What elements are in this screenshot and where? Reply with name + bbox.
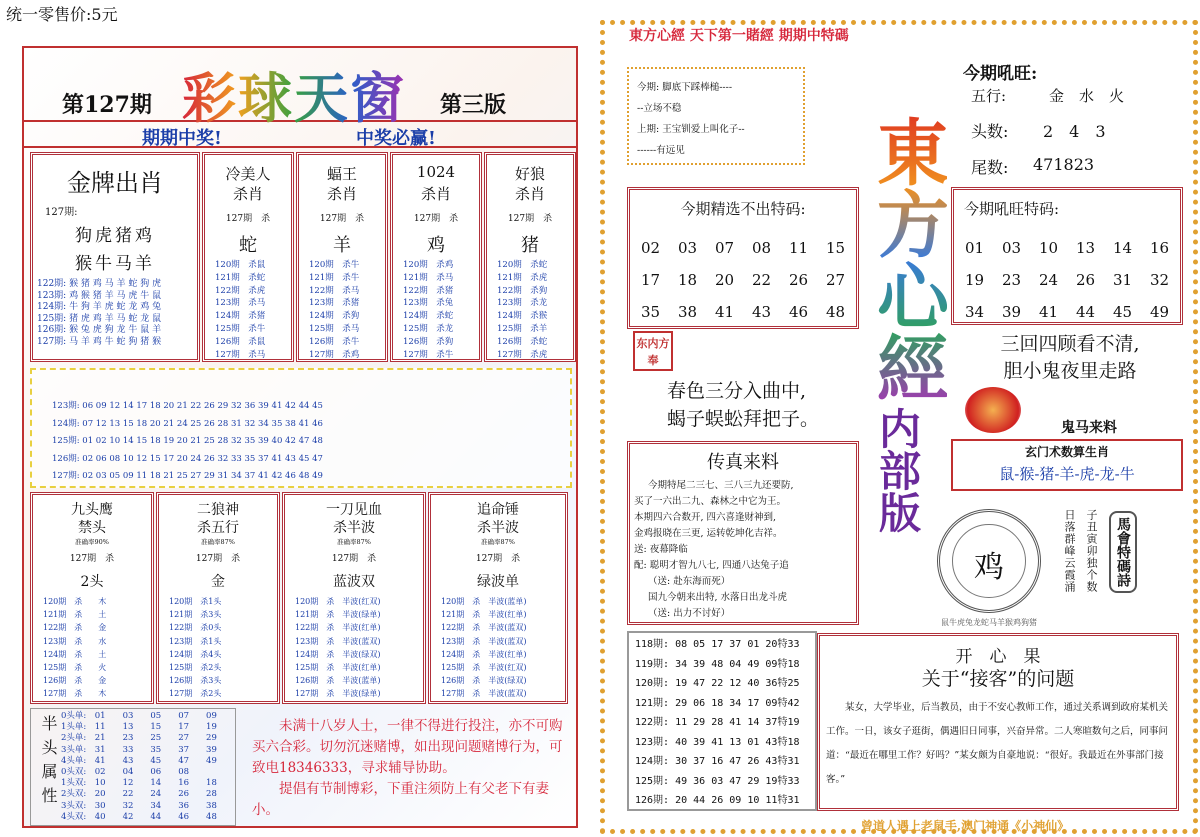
- mid-history-row: 122期 杀 半波(蓝双): [441, 623, 527, 633]
- kill-history-row: 124期 杀猴: [497, 311, 548, 322]
- number-cell: 31: [1112, 271, 1133, 289]
- side-col-1: 日落群峰云霞涌: [1063, 509, 1076, 593]
- joke-subtitle: 关于“接客”的问题: [921, 668, 1075, 690]
- mid-history-row: 126期 杀 半波(绿双): [441, 676, 527, 686]
- half-head-row: 0头单: 01 03 05 07 09: [61, 711, 217, 721]
- kill-history-row: 121期 杀蛇: [215, 272, 266, 283]
- kill-subtitle: 杀肖: [232, 185, 263, 203]
- kill-box: [296, 152, 388, 362]
- mid-issue: 127期 杀: [475, 554, 521, 564]
- kill-title: 1024: [416, 163, 456, 181]
- fax-line: （送: 赴东海而死）: [648, 576, 731, 587]
- kill-history-row: 123期 杀兔: [403, 298, 454, 309]
- kill-issue: 127期 杀: [413, 214, 459, 224]
- hint-box: [627, 67, 805, 165]
- mid-issue: 127期 杀: [195, 554, 241, 564]
- number-cell: 20: [714, 271, 735, 289]
- mid-history-row: 124期 杀 半波(红单): [441, 649, 527, 659]
- gold-issue: 127期:: [45, 207, 78, 218]
- kill-history-row: 125期 杀马: [309, 323, 360, 334]
- kill-history-row: 126期 杀鼠: [215, 336, 266, 347]
- number-cell: 14: [1112, 239, 1133, 257]
- mid-history: [169, 595, 221, 701]
- not-out-box: [627, 187, 859, 329]
- kill-issue: 127期 杀: [319, 214, 365, 224]
- edition-label: 第三版: [440, 92, 507, 118]
- joke-box: [817, 633, 1179, 811]
- number-cell: 03: [677, 239, 698, 257]
- kill-history-row: 127期 杀牛: [403, 349, 454, 360]
- kill-history-row: 125期 杀龙: [403, 323, 454, 334]
- mid-history-row: 124期 杀 半波(绿双): [295, 649, 381, 659]
- mid-subtitle: 禁头: [78, 520, 106, 536]
- half-head-box: [30, 708, 236, 826]
- kill-history-row: 120期 杀鸡: [403, 260, 454, 270]
- number-cell: 18: [677, 271, 698, 289]
- half-head-row: 4头单: 41 43 45 47 49: [61, 755, 217, 766]
- kill-history: [403, 259, 453, 361]
- number-cell: 39: [1001, 303, 1022, 321]
- mid-history-row: 121期 杀 半波(绿单): [295, 610, 381, 620]
- fax-line: 国九今朝来出特, 水落日出龙斗虎: [648, 592, 788, 603]
- slogan-1: 期期中奖!: [142, 128, 222, 149]
- kill-history-row: 126期 杀蛇: [497, 336, 548, 347]
- number-cell: 41: [1038, 303, 1059, 321]
- kill-history-row: 123期 杀龙: [497, 298, 548, 309]
- kill-subtitle: 杀肖: [326, 185, 357, 203]
- kill-box: [390, 152, 482, 362]
- gold-history-row: 122期: 猴 猪 鸡 马 羊 蛇 狗 虎: [37, 279, 162, 289]
- fax-lines: [634, 478, 858, 622]
- kill-answer: 蛇: [239, 235, 257, 256]
- gold-line-1: 狗虎猪鸡: [75, 226, 155, 246]
- slogan-band: [24, 122, 576, 148]
- half-head-row: 1头双: 10 12 14 16 18: [61, 778, 217, 789]
- hot-special-box: [951, 187, 1183, 325]
- mid-history-row: 124期 杀4头: [169, 649, 222, 659]
- kill-answer: 猪: [521, 235, 539, 256]
- kill-history-row: 121期 杀牛: [309, 272, 360, 283]
- kill-history-row: 124期 杀猪: [215, 311, 266, 322]
- number-cell: 22: [751, 271, 772, 289]
- tou-label: 头数:: [971, 122, 1009, 141]
- half-head-row: 4头双: 40 42 44 46 48: [61, 811, 217, 822]
- hint-line: 上期: 王宝钏爱上叫化子--: [637, 124, 745, 135]
- notice-text: [252, 716, 570, 821]
- number-cell: 43: [751, 303, 772, 321]
- mid-history: [441, 595, 527, 701]
- kill-history-row: 120期 杀蛇: [497, 260, 548, 270]
- kill-history-row: 123期 杀马: [215, 298, 266, 309]
- slogan-2: 中奖必赢!: [356, 128, 436, 149]
- history-box: [627, 631, 817, 811]
- mid-box: [282, 492, 426, 704]
- big-logo: [865, 115, 949, 575]
- number-cell: 07: [714, 239, 735, 257]
- number-cell: 17: [640, 271, 661, 289]
- mid-answer: 金: [211, 574, 225, 590]
- kill-title: 蝠王: [326, 165, 357, 183]
- gold-history-row: 123期: 鸡 猴 猪 羊 马 虎 牛 鼠: [37, 290, 162, 301]
- kill-history-row: 122期 杀马: [309, 285, 360, 296]
- mid-history-row: 123期 杀 水: [43, 636, 107, 646]
- poem-2: [667, 377, 819, 433]
- number-cell: 19: [964, 271, 985, 289]
- big-logo-sub: 内部版: [873, 407, 922, 533]
- number-row: 127期: 02 03 05 09 11 18 21 25 27 29 31 34 37 41 42 46 48 49: [52, 471, 323, 481]
- mid-history-row: 126期 杀3头: [169, 676, 222, 686]
- kill-issue: 127期 杀: [507, 214, 553, 224]
- mid-history-row: 125期 杀 火: [43, 663, 107, 673]
- history-row: 124期: 30 37 16 47 26 43特31: [635, 756, 800, 767]
- not-out-title: 今期精选不出特码:: [680, 200, 806, 218]
- kill-history-row: 121期 杀虎: [497, 272, 548, 283]
- wuxing-value: 金 水 火: [1049, 87, 1125, 105]
- mid-subtitle: 杀半波: [477, 520, 519, 536]
- fax-line: 送: 夜幕降临: [634, 544, 688, 555]
- side-col-2: 子丑寅卯独个数: [1085, 509, 1098, 593]
- mid-history-row: 123期 杀 半波(蓝双): [441, 636, 527, 646]
- number-cell: 11: [788, 239, 809, 257]
- mid-history-row: 122期 杀 半波(红单): [295, 623, 381, 633]
- fax-line: 本期四六合数开, 四六喜逢财神到,: [634, 512, 777, 523]
- xuanmen-box: [951, 439, 1183, 491]
- hint-line: ------有远见: [637, 145, 685, 156]
- mid-answer: 蓝波双: [333, 574, 375, 590]
- wuxing-label: 五行:: [971, 87, 1007, 105]
- bottom-banner: 曾道人遇上老鼠手,澳门神通《小神仙》: [860, 819, 1070, 833]
- notice-main: 未满十八岁人士，一律不得进行投注，亦不可购买六合彩。切勿沉迷赌博，如出现问题赌博行为，可致电18346333，寻求辅导协助。: [252, 718, 563, 776]
- number-cell: 41: [714, 303, 735, 321]
- hot-special-title: 今期吼旺特码:: [964, 200, 1060, 218]
- kill-subtitle: 杀肖: [514, 185, 545, 203]
- mid-answer: 绿波单: [477, 574, 519, 590]
- gold-history-row: 125期: 猪 虎 鸡 羊 马 蛇 龙 鼠: [37, 313, 162, 324]
- kill-history-row: 122期 杀虎: [215, 285, 266, 296]
- kill-history: [309, 259, 359, 361]
- mid-history-row: 120期 杀1头: [169, 597, 222, 606]
- zodiac-wheel: [937, 509, 1041, 613]
- kill-history-row: 123期 杀猪: [309, 298, 360, 309]
- big-logo-text: 東方心經: [865, 115, 949, 403]
- history-row: 125期: 49 36 03 47 29 19特33: [635, 775, 800, 787]
- gold-history: [37, 279, 199, 348]
- half-head-row: 0头双: 02 04 06 08: [61, 767, 190, 778]
- tou-value: 2 4 3: [1043, 122, 1106, 141]
- kill-box: [202, 152, 294, 362]
- stamp: 东内方奉: [633, 331, 673, 371]
- wheel-ring-text: 鼠牛虎兔龙蛇马羊猴鸡狗猪: [941, 618, 1037, 627]
- kill-history-row: 124期 杀狗: [309, 311, 360, 322]
- number-cell: 26: [788, 271, 809, 289]
- half-head-row: 1头单: 11 13 15 17 19: [61, 722, 217, 733]
- poem-1-line: 三回四顾看不清,: [1000, 333, 1140, 355]
- number-cell: 13: [1075, 239, 1096, 257]
- tiger-icon: [965, 387, 1021, 433]
- history-row: 126期: 20 44 26 09 10 11特31: [635, 795, 800, 806]
- history-row: 120期: 19 47 22 12 40 36特25: [635, 678, 800, 689]
- fax-line: 配: 聪明才智九八七, 四通八达兔子追: [634, 560, 789, 571]
- kill-history-row: 121期 杀马: [403, 272, 454, 283]
- mid-history-row: 125期 杀2头: [169, 663, 222, 673]
- kill-history: [215, 259, 265, 361]
- mid-history-row: 121期 杀3头: [169, 610, 222, 620]
- mid-history: [295, 595, 381, 701]
- history-row: 122期: 11 29 28 41 14 37特19: [635, 717, 800, 728]
- kill-history-row: 127期 杀马: [215, 349, 266, 360]
- mid-rate: 准确率87%: [201, 538, 235, 546]
- fax-box: [627, 441, 859, 625]
- half-head-label: [35, 715, 57, 819]
- mid-history-row: 120期 杀 半波(红双): [295, 597, 381, 606]
- kill-box: [484, 152, 576, 362]
- left-page: [22, 46, 578, 828]
- kill-title: 冷美人: [225, 165, 271, 183]
- poem-2-line: 蝎子蜈蚣拜把子。: [667, 408, 820, 430]
- mid-history-row: 127期 杀2头: [169, 689, 222, 699]
- kill-history-row: 127期 杀鸡: [309, 349, 360, 360]
- number-cell: 49: [1149, 303, 1170, 321]
- joke-title: 开 心 果: [955, 647, 1041, 667]
- history-row: 123期: 40 39 41 13 01 43特18: [635, 736, 800, 748]
- gold-zodiac-box: [30, 152, 200, 362]
- mid-box: [30, 492, 154, 704]
- mid-title: 九头鹰: [71, 502, 113, 518]
- number-cell: 48: [825, 303, 846, 321]
- fax-line: 金鸡报晓在三更, 运转乾坤化吉祥。: [634, 528, 783, 539]
- fax-line: 今期特尾二三七、三八三九还要防,: [648, 480, 794, 491]
- kill-issue: 127期 杀: [225, 214, 271, 224]
- kill-history-row: 120期 杀牛: [309, 260, 360, 270]
- mid-history-row: 126期 杀 半波(蓝单): [295, 676, 381, 686]
- mid-history-row: 127期 杀 木: [43, 689, 107, 699]
- number-cell: 23: [1001, 271, 1022, 289]
- kill-history-row: 126期 杀牛: [309, 336, 360, 347]
- mid-history-row: 127期 杀 半波(绿单): [295, 689, 381, 699]
- half-head-rows: [61, 711, 217, 823]
- history-row: 121期: 29 06 18 34 17 09特42: [635, 697, 800, 709]
- mid-box: [428, 492, 568, 704]
- gold-title: 金牌出肖: [67, 169, 163, 197]
- number-band: [30, 368, 572, 488]
- xuanmen-value: 鼠-猴-猪-羊-虎-龙-牛: [999, 465, 1135, 483]
- right-page: [600, 20, 1198, 834]
- kill-history-row: 126期 杀狗: [403, 336, 454, 347]
- kill-history-row: 122期 杀猪: [403, 285, 454, 296]
- hint-lines: [637, 77, 745, 161]
- number-cell: 16: [1149, 239, 1170, 257]
- mid-history-row: 123期 杀 半波(蓝双): [295, 636, 381, 646]
- number-cell: 03: [1001, 239, 1022, 257]
- mid-history: [43, 595, 106, 701]
- mid-history-row: 126期 杀 金: [43, 676, 107, 686]
- hot-special-numbers: [956, 232, 1182, 328]
- wei-value: 471823: [1033, 155, 1095, 174]
- mid-issue: 127期 杀: [331, 554, 377, 564]
- joke-body: 某女，大学毕业，后当教员，由于不安心教师工作，通过关系调到政府某机关工作。一日，该女子逛街，偶遇旧日同事，兴奋异常。二人寒暄数句之后，同事问道：“最近在哪里工作？好吗？”某女颇为自豪地说：“很好。我最近在外事部门接客。”: [826, 702, 1169, 785]
- number-row: 124期: 07 12 13 15 18 20 21 24 25 26 28 31 32 34 35 38 41 46: [52, 418, 323, 429]
- number-cell: 15: [825, 239, 846, 257]
- horse-label: 馬會特碼詩: [1109, 511, 1137, 593]
- kill-answer: 羊: [333, 235, 351, 256]
- fax-title: 传真来料: [707, 452, 779, 473]
- half-head-row: 2头双: 20 22 24 26 28: [61, 789, 217, 800]
- fax-line: （送: 出力不讨好）: [648, 608, 731, 619]
- kill-title: 好狼: [514, 165, 545, 183]
- fax-line: 买了一六出二九、森林之中它为王。: [634, 496, 787, 507]
- mid-history-row: 120期 杀 木: [43, 597, 107, 606]
- mid-history-row: 121期 杀 半波(红单): [441, 610, 527, 620]
- kill-history-row: 125期 杀牛: [215, 323, 266, 334]
- hint-line: 今期: 脚底下踩棒槌----: [637, 82, 733, 93]
- number-cell: 26: [1075, 271, 1096, 289]
- issue-label: 第127期: [62, 92, 152, 118]
- number-cell: 32: [1149, 271, 1170, 289]
- mid-box: [156, 492, 280, 704]
- history-row: 118期: 08 05 17 37 01 20特33: [635, 639, 800, 650]
- mid-history-row: 127期 杀 半波(蓝双): [441, 689, 527, 699]
- mid-title: 二狼神: [197, 502, 239, 518]
- number-cell: 10: [1038, 239, 1059, 257]
- mid-title: 一刀见血: [326, 502, 382, 518]
- kill-history-row: 127期 杀虎: [497, 349, 548, 360]
- not-out-numbers: [632, 232, 858, 328]
- number-cell: 34: [964, 303, 985, 321]
- number-cell: 02: [640, 239, 661, 257]
- number-cell: 38: [677, 303, 698, 321]
- history-rows: [635, 635, 800, 811]
- mid-history-row: 122期 杀0头: [169, 623, 222, 633]
- number-cell: 45: [1112, 303, 1133, 321]
- mid-rate: 准确率87%: [337, 538, 371, 546]
- poem-1-line: 胆小鬼夜里走路: [1003, 360, 1137, 382]
- half-head-row: 3头双: 30 32 34 36 38: [61, 800, 217, 811]
- ghost-label: 鬼马来料: [1061, 420, 1117, 436]
- kill-history: [497, 259, 547, 361]
- mid-subtitle: 杀五行: [197, 520, 239, 536]
- gold-history-row: 126期: 猴 兔 虎 狗 龙 牛 鼠 羊: [37, 325, 162, 335]
- number-cell: 01: [964, 239, 985, 257]
- kill-history-row: 120期 杀鼠: [215, 260, 266, 270]
- number-row: 123期: 06 09 12 14 17 18 20 21 22 26 29 32 36 39 41 42 44 45: [52, 401, 323, 411]
- hot-box: [951, 55, 1181, 181]
- history-row: 119期: 34 39 48 04 49 09特18: [635, 658, 800, 670]
- mid-issue: 127期 杀: [69, 554, 115, 564]
- hint-line: --立场不稳: [637, 103, 682, 114]
- mid-rate: 准确率87%: [481, 538, 515, 546]
- mid-history-row: 121期 杀 土: [43, 610, 107, 620]
- half-head-label-text: 半头属性: [39, 715, 58, 811]
- number-cell: 35: [640, 303, 661, 321]
- number-cell: 08: [751, 239, 772, 257]
- gold-line-2: 猴牛马羊: [75, 254, 155, 274]
- hot-title: 今期吼旺:: [963, 64, 1038, 84]
- number-cell: 46: [788, 303, 809, 321]
- kill-answer: 鸡: [427, 235, 445, 256]
- header: [24, 48, 576, 130]
- kill-subtitle: 杀肖: [420, 185, 451, 203]
- number-row: 125期: 01 02 10 14 15 18 19 20 21 25 28 32 35 39 40 42 47 48: [52, 436, 323, 446]
- number-cell: 27: [825, 271, 846, 289]
- gold-history-row: 124期: 牛 狗 羊 虎 蛇 龙 鸡 兔: [37, 302, 162, 312]
- poem-1: [957, 331, 1183, 385]
- number-cell: 24: [1038, 271, 1059, 289]
- kill-history-row: 122期 杀狗: [497, 285, 548, 296]
- mid-title: 追命锤: [477, 502, 519, 518]
- mid-history-row: 120期 杀 半波(蓝单): [441, 597, 527, 606]
- top-banner: 東方心經 天下第一賭經 期期中特碼: [629, 28, 849, 44]
- mid-subtitle: 杀半波: [333, 520, 375, 536]
- mid-history-row: 125期 杀 半波(红双): [441, 663, 527, 673]
- mid-history-row: 123期 杀1头: [169, 636, 222, 646]
- price-label: 统一零售价:5元: [6, 5, 118, 24]
- mid-history-row: 125期 杀 半波(红单): [295, 663, 381, 673]
- half-head-row: 3头单: 31 33 35 37 39: [61, 744, 217, 755]
- logo-title: 彩球天窗: [182, 56, 406, 133]
- xuanmen-title: 玄门术数算生肖: [1024, 445, 1109, 459]
- wheel-center: 鸡: [974, 550, 1004, 585]
- gold-history-row: 127期: 马 羊 鸡 牛 蛇 狗 猪 猴: [37, 336, 162, 347]
- number-cell: 44: [1075, 303, 1096, 321]
- mid-rate: 准确率90%: [75, 538, 109, 546]
- number-rows: [52, 398, 323, 486]
- mid-history-row: 124期 杀 土: [43, 649, 107, 659]
- notice-secondary: 提倡有节制博彩，下重注须防上有父老下有妻小。: [252, 781, 549, 818]
- wei-label: 尾数:: [971, 158, 1009, 177]
- half-head-row: 2头单: 21 23 25 27 29: [61, 733, 217, 744]
- number-row: 126期: 02 06 08 10 12 15 17 20 24 26 32 33 35 37 41 43 45 47: [52, 453, 323, 464]
- mid-history-row: 122期 杀 金: [43, 623, 107, 633]
- kill-history-row: 125期 杀羊: [497, 323, 548, 334]
- poem-2-line: 春色三分入曲中,: [667, 380, 807, 402]
- kill-history-row: 124期 杀蛇: [403, 311, 454, 322]
- mid-answer: 2头: [80, 574, 104, 590]
